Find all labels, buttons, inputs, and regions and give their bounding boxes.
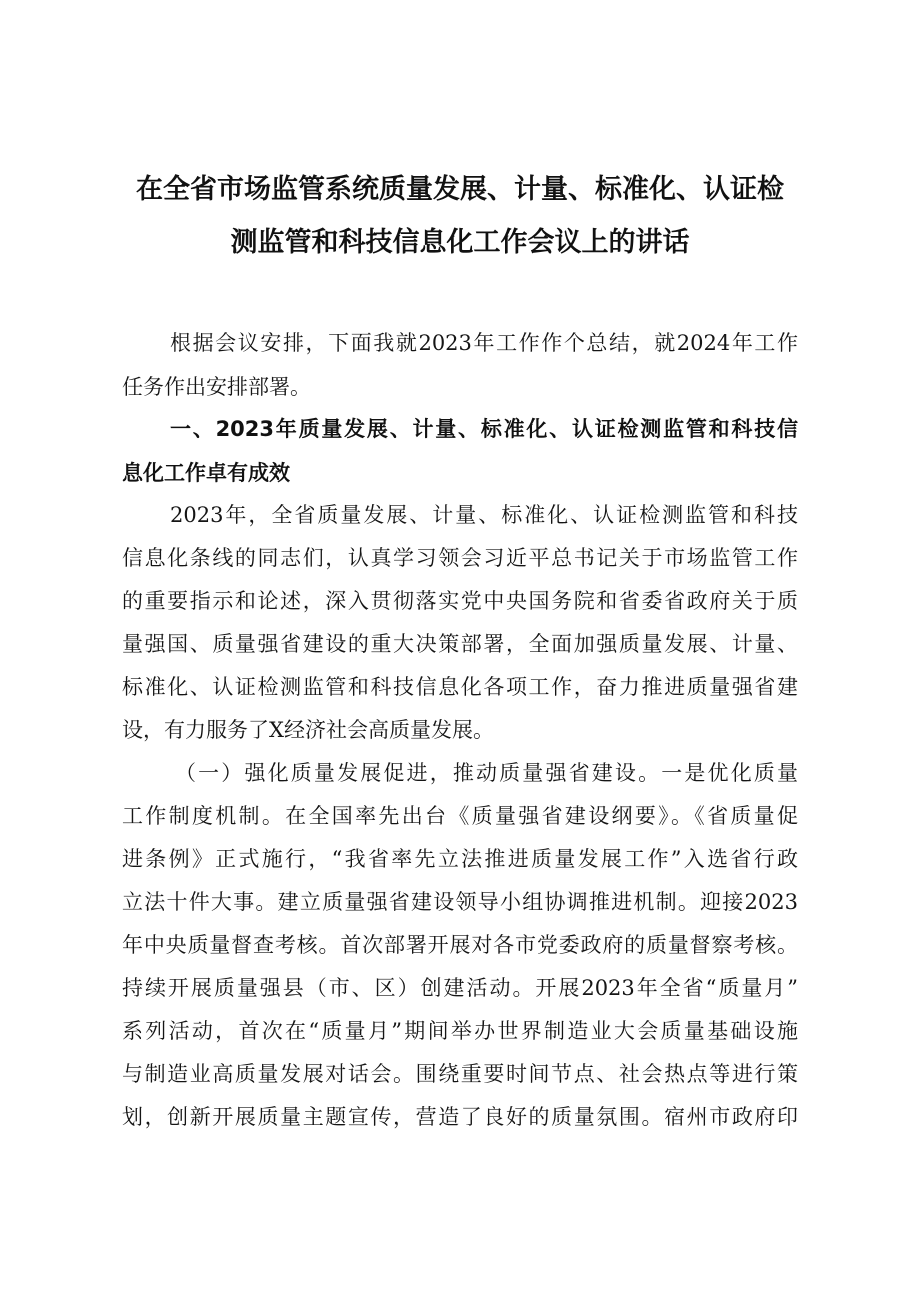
paragraph-1-line-1: 2023年，全省质量发展、计量、标准化、认证检测监管和科技 bbox=[170, 503, 798, 527]
paragraph-1-line-6: 设，有力服务了X经济社会高质量发展。 bbox=[122, 718, 494, 742]
intro-line-1: 根据会议安排，下面我就2023年工作作个总结，就2024年工作 bbox=[170, 331, 798, 355]
document-title-line-1: 在全省市场监管系统质量发展、计量、标准化、认证检 bbox=[136, 174, 784, 205]
paragraph-2-line-9: 划，创新开展质量主题宣传，营造了良好的质量氛围。宿州市政府印 bbox=[122, 1105, 798, 1129]
intro-line-2: 任务作出安排部署。 bbox=[122, 375, 311, 399]
paragraph-2-line-4: 立法十件大事。建立质量强省建设领导小组协调推进机制。迎接2023 bbox=[122, 890, 798, 914]
document-title-line-2: 测监管和科技信息化工作会议上的讲话 bbox=[230, 227, 690, 258]
paragraph-1-line-5: 标准化、认证检测监管和科技信息化各项工作，奋力推进质量强省建 bbox=[122, 675, 798, 699]
section-heading-line-2: 息化工作卓有成效 bbox=[122, 461, 290, 485]
section-heading-line-1: 一、2023年质量发展、计量、标准化、认证检测监管和科技信 bbox=[170, 417, 798, 441]
paragraph-1-line-3: 的重要指示和论述，深入贯彻落实党中央国务院和省委省政府关于质 bbox=[122, 589, 798, 613]
paragraph-2-line-1: （一）强化质量发展促进，推动质量强省建设。一是优化质量 bbox=[175, 761, 798, 785]
paragraph-2-line-3: 进条例》正式施行，“我省率先立法推进质量发展工作”入选省行政 bbox=[122, 847, 798, 871]
paragraph-2-line-6: 持续开展质量强县（市、区）创建活动。开展2023年全省“质量月” bbox=[122, 976, 798, 1000]
paragraph-2-line-7: 系列活动，首次在“质量月”期间举办世界制造业大会质量基础设施 bbox=[122, 1019, 798, 1043]
paragraph-2-line-5: 年中央质量督查考核。首次部署开展对各市党委政府的质量督察考核。 bbox=[122, 933, 798, 957]
paragraph-1-line-4: 量强国、质量强省建设的重大决策部署，全面加强质量发展、计量、 bbox=[122, 632, 798, 656]
paragraph-2-line-8: 与制造业高质量发展对话会。围绕重要时间节点、社会热点等进行策 bbox=[122, 1062, 798, 1086]
paragraph-2-line-2: 工作制度机制。在全国率先出台《质量强省建设纲要》。《省质量促 bbox=[122, 804, 798, 828]
paragraph-1-line-2: 信息化条线的同志们，认真学习领会习近平总书记关于市场监管工作 bbox=[122, 546, 798, 570]
